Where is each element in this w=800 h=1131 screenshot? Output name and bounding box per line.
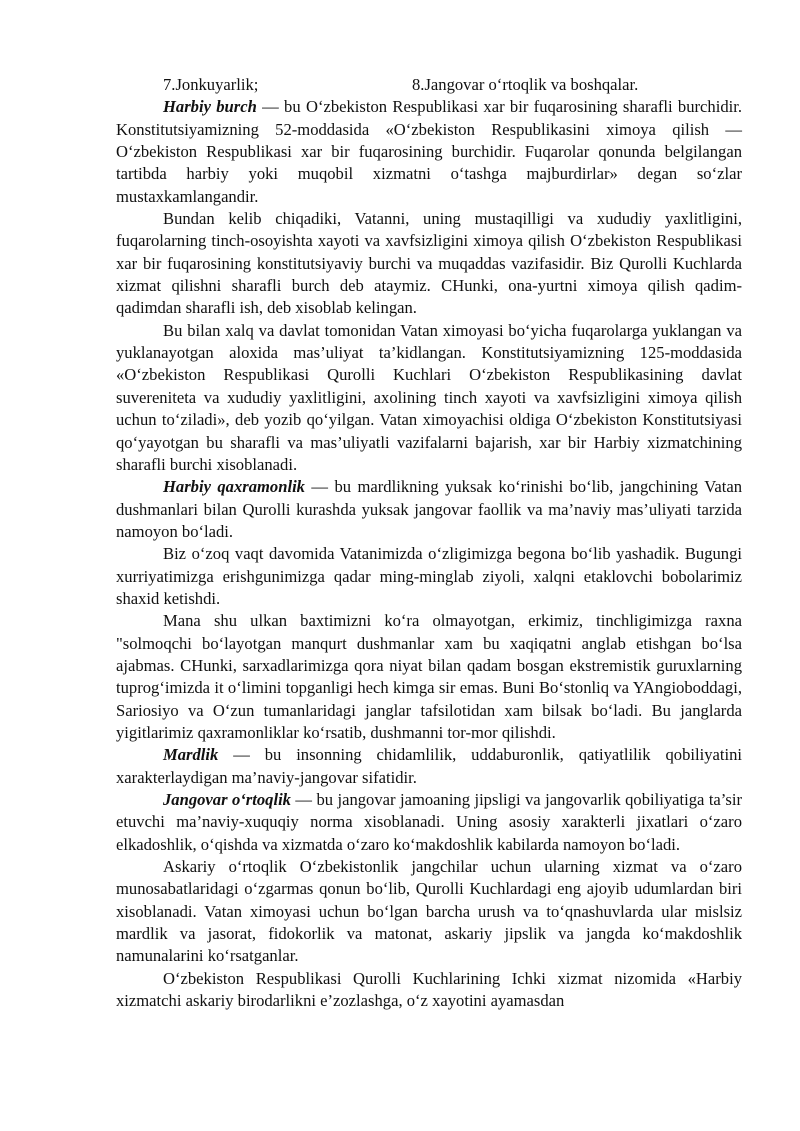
paragraph-text: Askariy o‘rtoqlik O‘zbekistonlik jangchilar uchun ularning xizmat va o‘zaro munosabatlaridagi o‘zgarmas qonun bo‘lib, Qurolli Kuchlardagi eng ajoyib udumlardan biri xisoblanadi. Vatan ximoyasi uchun bo‘lgan barcha urush va to‘qnashuvlarda ular mislsiz mardlik va jasorat, fidokorlik va matonat, askariy jipslik va jangda ko‘makdoshlik namunalarini ko‘rsatganlar.	[116, 857, 742, 966]
list-line	[116, 74, 742, 96]
paragraph-harbiy-burch	[116, 96, 742, 208]
paragraph-harbiy-qaxramonlik	[116, 476, 742, 543]
paragraph-text: Bundan kelib chiqadiki, Vatanni, uning mustaqilligi va xududiy yaxlitligini, fuqarolarning tinch-osoyishta xayoti va xavfsizligini ximoya qilish O‘zbekiston Respublikasi xar bir fuqarosining konstitutsiyaviy burchi va muqaddas vazifasidir. Biz Qurolli Kuchlarda xizmat qilishni sharafli burch deb ataymiz. CHunki, ona-yurtni ximoya qilish qadim-qadimdan sharafli ish, deb xisoblab kelingan.	[116, 209, 742, 318]
paragraph-text: O‘zbekiston Respublikasi Qurolli Kuchlarining Ichki xizmat nizomida «Harbiy xizmatchi askariy birodarlikni e’zozlashga, o‘z xayotini ayamasdan	[116, 968, 742, 1011]
paragraph-text: — bu jangovar jamoaning jipsligi va jangovarlik qobiliyatiga ta’sir etuvchi ma’naviy-xuquqiy norma xisoblanadi. Uning asosiy xarakterli jixatlari o‘zaro elkadoshlik, o‘qishda va xizmatda o‘zaro ko‘makdoshlik kabilarda namoyon bo‘ladi.	[116, 790, 743, 854]
paragraph-text: Mana shu ulkan baxtimizni ko‘ra olmayotgan, erkimiz, tinchligimizga raxna "solmoqchi bo‘layotgan manqurt dushmanlar xam bu xaqiqatni anglab etishgan bo‘lsa ajabmas. CHunki, sarxadlarimizga qora niyat bilan qadam bosgan ekstremistik guruxlarning tuprog‘imizda it o‘limini topganligi hech kimga sir emas. Buni Bo‘stonliq va YAngioboddagi, Sariosiyo va O‘zun tumanlaridagi janglar tafsilotidan xam bilsak bo‘ladi. Bu janglarda yigitlarimiz qaxramonliklar ko‘rsatib, dushmanni tor-mor qilishdi.	[116, 611, 742, 742]
paragraph	[116, 968, 742, 1013]
document-page	[116, 74, 742, 1012]
paragraph	[116, 610, 742, 744]
paragraph-text: Bu bilan xalq va davlat tomonidan Vatan ximoyasi bo‘yicha fuqarolarga yuklangan va yuklanayotgan aloxida mas’uliyat ta’kidlangan. Konstitutsiyamizning 125-moddasida «O‘zbekiston Respublikasi Qurolli Kuchlari O‘zbekiston Respublikasining davlat suvereniteta va xududiy yaxlitligini, axolining tinch xayoti va xavfsizligini ximoya qilish uchun to‘ziladi», deb yozib qo‘yilgan. Vatan ximoyachisi oldiga O‘zbekiston Konstitutsiyasi qo‘yayotgan bu sharafli va mas’uliyatli vazifalarni bajarish, xar bir Harbiy xizmatchining sharafli burchi xisoblanadi.	[116, 320, 742, 474]
paragraph-text: — bu mardlikning yuksak ko‘rinishi bo‘lib, jangchining Vatan dushmanlari bilan Qurolli kurashda yuksak jangovar faollik va ma’naviy mas’uliyati tarzida namoyon bo‘ladi.	[116, 477, 742, 541]
paragraph-jangovar-ortoqlik	[116, 789, 742, 856]
paragraph-text: — bu insonning chidamlilik, uddaburonlik, qatiyatlilik qobiliyatini xarakterlaydigan ma’naviy-jangovar sifatidir.	[116, 745, 742, 787]
term-jangovar-ortoqlik: Jangovar o‘rtoqlik	[163, 790, 291, 809]
term-harbiy-qaxramonlik: Harbiy qaxramonlik	[163, 477, 305, 497]
paragraph-mardlik	[116, 744, 742, 789]
paragraph	[116, 208, 742, 320]
paragraph	[116, 543, 742, 610]
list-item-7: 7.Jonkuyarlik;	[163, 75, 259, 94]
term-mardlik: Mardlik	[163, 745, 219, 765]
paragraph-text: Biz o‘zoq vaqt davomida Vatanimizda o‘zligimizga begona bo‘lib yashadik. Bugungi xurriyatimizga erishgunimizga qadar ming-minglab ziyoli, xalqni etaklovchi bobolarimiz shaxid ketishdi.	[116, 544, 742, 608]
list-item-8: 8.Jangovar o‘rtoqlik va boshqalar.	[412, 75, 639, 94]
term-harbiy-burch: Harbiy burch	[163, 97, 257, 117]
paragraph	[116, 320, 742, 476]
paragraph	[116, 856, 742, 968]
paragraph-text: — bu O‘zbekiston Respublikasi xar bir fuqarosining sharafli burchidir. Konstitutsiyamizning 52-moddasida «O‘zbekiston Respublikasini ximoya qilish — O‘zbekiston Respublikasi xar bir fuqarosining burchidir. Fuqarolar qonunda belgilangan tartibda harbiy yoki muqobil xizmatni o‘tashga majburdirlar» degan so‘zlar mustaxkamlangandir.	[116, 97, 742, 206]
